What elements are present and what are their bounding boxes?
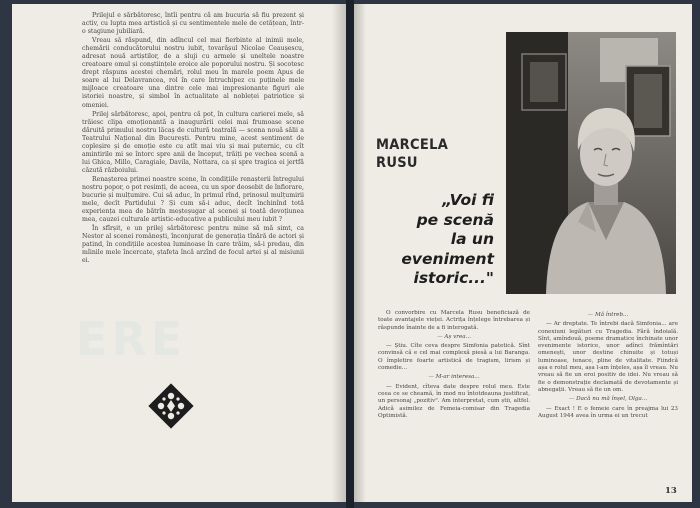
gutter-shadow: [332, 4, 346, 502]
paragraph: Vreau să răspund, din adîncul cel mai fierbinte al inimii mele, chemării conducătorului nostru iubit, tovarășul Nicolae Ceaușescu, adresat nouă artiștilor, de a sluji cu armele și uneltele noastre creatoare omul și conștiințele eroice ale poporului nostru. Și socotesc drept răspuns acestei chemări, rolul meu în marele poem Apus de soare al lui Delavrancea, rol în care întruchipez cu puținele mele mijloace creatoare una dintre cele mai impresionante figuri ale istoriei noastre, și simbol în actualitate al nobleței patriotice și omeniei.: [82, 37, 304, 109]
headline-quote: [376, 191, 494, 289]
paragraph: Renașterea primei noastre scene, în condițiile renașterii întregului nostru popor, o pot resimți, de aceea, cu un spor deosebit de înfiorare, bucurie și mulțumire. Cui să aduc, în primul rînd, prinosul mulțumirii mele, decît Partidului ? Și cum să-i aduc, decît închinînd totă experiența mea de bătrîn meșteșugar al scenei și toată devoțiunea mea, cauzei culturale artistic-educative a publicului meu iubit ?: [82, 175, 304, 224]
interviewer-line: — M-ar interesa...: [428, 374, 480, 381]
book-binding: [346, 0, 354, 508]
interviewer-line: — Aș vrea...: [437, 333, 471, 340]
paragraph: — Evident, cîteva date despre rolul meu. Este ceea ce se cheamă, în mod nu întotdeauna justificat, un personaj „pozitiv". Am interpretat, cum știi, altfel. Adică asimilez de Femeia-comisar din Tragedia Optimistă.: [378, 383, 530, 419]
paragraph: În sfîrșit, e un prilej sărbătoresc pentru mine să mă simt, ca Nestor al scenei românești, înconjurat de generația tînără de actori și patind, în condițiile acestea luminoase în care trăim, să-i predau, din mîinile mele încercate, ștafeta încă arzînd de focul artei și al misiunii ei.: [82, 225, 304, 265]
quote-line: eveniment: [401, 249, 494, 268]
quote-line: istoric...": [413, 269, 494, 287]
paragraph: Prilejul e sărbătoresc, întîi pentru că am bucuria să fiu prezent și activ, cu lupta mea artistică și cu sentimentele mele de cetățean, într-o stagiune jubiliară.: [82, 12, 304, 36]
paragraph: — Ar dreptate. Te întrebi dacă Simfonia... are conexiuni legături cu Tragedia. Fără îndoială. Sînt, amîndouă, poeme dramatice închinate unor evenimente istorice, unor adînci frămîntări omenești, unor destine chinuite și totuși luminoase, tenace, pline de vitalitate. Fiindcă așa e rolul meu, așa l-am înțeles, așa îl vreau. Nu vreau să fie un eroi positiv de idei. Nu vreau să fie o demonstrație declamată de devotamente și abnegații. Vreau să fie un om.: [538, 321, 678, 393]
interviewee-name: [376, 136, 476, 172]
left-article-text: [82, 12, 304, 266]
paragraph: Prilej sărbătoresc, apoi, pentru că pot, în cultura carierei mele, să trăiesc clipa emoționantă a inaugurării celei mai frumoase scene dăruită primului nostru lăcaș de cultură teatrală — scena nouă sălii a Teatrului Național din București. Pentru mine, acest sentiment de copleșire și de emoție este cu atît mai viu și mai puternic, cu cît amintirile mi se întorc spre anii de început, trăiți pe vechea scenă a lui Ghica, Millo, Caragiale, Davila, Nottara, ca și spre tragica ei jertfă căzută războiului.: [82, 110, 304, 174]
paragraph: — Exact ! E o femeie care în preajma lui 23 August 1944 avea în urma ei un trecut: [538, 405, 678, 419]
left-page: [12, 4, 346, 502]
page-number: 13: [665, 486, 677, 496]
paragraph: O convorbire cu Marcela Rusu beneficiază de toate avantajele vieței. Actrița înțelege întrebarea și răspunde înainte de a fi interogată.: [378, 310, 530, 331]
paragraph: — Știu. Cîte ceva despre Simfonia patetică. Sînt convinsă că e cel mai complexă piesă a lui Baranga. O împletire foarte artistică de tragism, lirism și comedie...: [378, 343, 530, 372]
interviewer-line: — Dacă nu mă înșel, Olga...: [568, 396, 648, 403]
gutter-shadow: [354, 4, 366, 502]
right-page: [354, 4, 692, 502]
ornament-icon: [146, 381, 196, 431]
last-name: RUSU: [376, 155, 418, 171]
portrait-photo: [506, 32, 676, 294]
interviewer-line: — Mă întreb...: [587, 312, 629, 318]
quote-line: „Voi fi: [442, 191, 494, 209]
quote-line: la un: [450, 230, 494, 248]
interview-column-2: [538, 310, 678, 421]
quote-line: pe scenă: [416, 210, 494, 229]
portrait-image: [506, 32, 676, 294]
interview-column-1: [378, 310, 530, 421]
first-name: MARCELA: [376, 137, 449, 153]
watermark-text: ERE: [76, 312, 187, 366]
